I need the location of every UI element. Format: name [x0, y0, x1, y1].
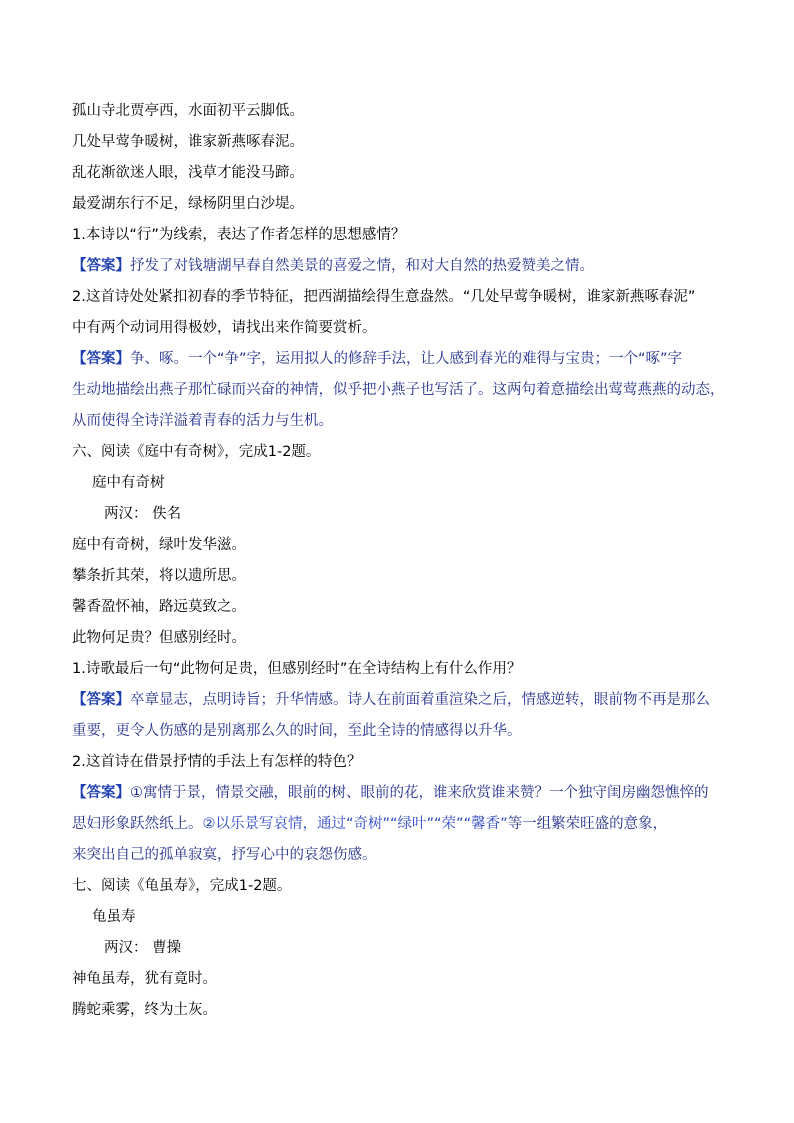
answer-tag: 【答案】 [72, 692, 130, 708]
answer-line [72, 256, 732, 276]
question-text: 中有两个动词用得极妙，请找出来作简要赏析。 [72, 320, 377, 336]
answer-text: 争、啄。一个“争”字，运用拟人的修辞手法，让人感到春光的难得与宝贵；一个“啄”字 [130, 351, 683, 367]
poem-line: 腾蛇乘雾，终为土灰。 [72, 1002, 217, 1018]
poem-line: 此物何足贵？但感别经时。 [72, 630, 246, 646]
answer-tag: 【答案】 [72, 351, 130, 367]
answer-text: 等一组繁荣旺盛的意象， [507, 816, 668, 832]
poem-line: 几处早莺争暖树，谁家新燕啄春泥。 [72, 134, 304, 150]
answer-text: 抒发了对钱塘湖早春自然美景的喜爱之情，和对大自然的热爱赞美之情。 [130, 258, 594, 274]
answer-line [72, 814, 732, 834]
answer-highlight: ②以乐景写哀情，通过“奇树”“绿叶”“荣”“馨香” [202, 816, 508, 832]
answer-text: 思妇形象跃然纸上。 [72, 816, 203, 832]
poem-title: 庭中有奇树 [92, 475, 165, 491]
answer-line [72, 349, 732, 369]
answer-line [72, 783, 732, 803]
answer-text: 重要，更令人伤感的是别离那么久的时间，至此全诗的情感得以升华。 [72, 723, 522, 739]
question-text: 1.本诗以“行”为线索，表达了作者怎样的思想感情？ [72, 227, 406, 243]
poem-author: 两汉： 佚名 [104, 506, 182, 522]
answer-text: 来突出自己的孤单寂寞，抒写心中的哀怨伤感。 [72, 847, 377, 863]
poem-author: 两汉： 曹操 [104, 940, 182, 956]
section-heading: 六、阅读《庭中有奇树》，完成1-2题。 [72, 444, 321, 460]
question-text: 2.这首诗在借景抒情的手法上有怎样的特色？ [72, 754, 362, 770]
answer-tag: 【答案】 [72, 258, 130, 274]
poem-title: 龟虽寿 [92, 909, 136, 925]
answer-tag: 【答案】 [72, 785, 130, 801]
section-heading: 七、阅读《龟虽寿》，完成1-2题。 [72, 878, 292, 894]
answer-text: ①寓情于景，情景交融，眼前的树、眼前的花，谁来欣赏谁来赞？一个独守闺房幽怨憔悴的 [130, 785, 709, 801]
question-text: 1.诗歌最后一句“此物何足贵，但感别经时”在全诗结构上有什么作用？ [72, 661, 522, 677]
poem-line: 庭中有奇树，绿叶发华滋。 [72, 537, 246, 553]
answer-text: 卒章显志，点明诗旨；升华情感。诗人在前面着重渲染之后，情感逆转，眼前物不再是那么 [130, 692, 710, 708]
answer-line [72, 690, 732, 710]
poem-line: 馨香盈怀袖，路远莫致之。 [72, 599, 246, 615]
answer-text: 从而使得全诗洋溢着青春的活力与生机。 [72, 413, 333, 429]
answer-text: 生动地描绘出燕子那忙碌而兴奋的神情，似乎把小燕子也写活了。这两句着意描绘出莺莺燕燕的动态， [72, 382, 725, 398]
poem-line: 攀条折其荣，将以遗所思。 [72, 568, 246, 584]
poem-line: 乱花渐欲迷人眼，浅草才能没马蹄。 [72, 165, 304, 181]
poem-line: 神龟虽寿，犹有竟时。 [72, 971, 217, 987]
poem-line: 孤山寺北贾亭西，水面初平云脚低。 [72, 103, 304, 119]
poem-line: 最爱湖东行不足，绿杨阴里白沙堤。 [72, 196, 304, 212]
question-text: 2.这首诗处处紧扣初春的季节特征，把西湖描绘得生意盎然。“几处早莺争暖树，谁家新燕啄春泥” [72, 289, 696, 305]
